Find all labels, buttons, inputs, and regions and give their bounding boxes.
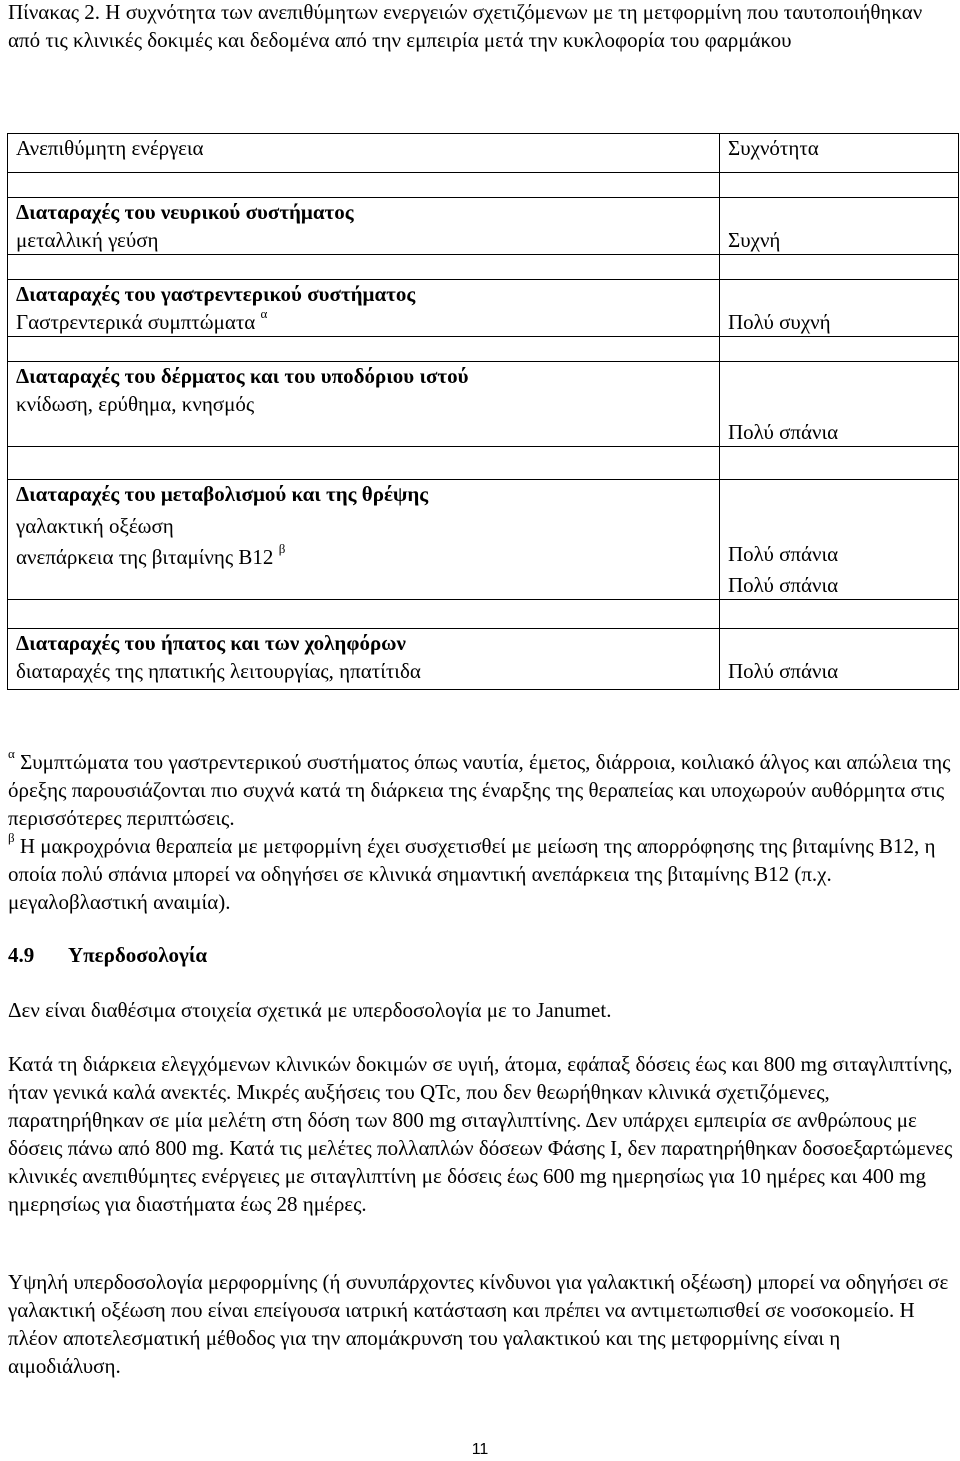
reaction-cell — [8, 480, 720, 600]
table-spacer-row — [8, 255, 959, 280]
reaction-term: μεταλλική γεύση — [16, 228, 159, 252]
page-number: 11 — [471, 1441, 489, 1458]
soc-heading: Διαταραχές του δέρματος και του υποδόριου ιστού — [16, 364, 469, 388]
footnote-a: $^\alpha$ Συμπτώματα του γαστρεντερικού συστήματος όπως ναυτία, έμετος, διάρροια, κοιλιακό άλγος και απώλεια της όρεξης παρουσιάζονται πιο συχνά κατά τη διάρκεια της έναρξης της θεραπείας και υποχωρούν αυθόρμητα στις περισσότερες περιπτώσεις. — [8, 746, 951, 830]
reaction-term: Γαστρεντερικά συμπτώματα $^\alpha$ — [16, 306, 268, 334]
paragraph: Κατά τη διάρκεια ελεγχόμενων κλινικών δοκιμών σε υγιή, άτομα, εφάπαξ δόσεις έως και 800 mg σιταγλιπτίνης, ήταν γενικά καλά ανεκτές. Μικρές αυξήσεις του QTc, που δεν θεωρήθηκαν κλινικά σχετιζόμενες, παρατηρήθηκαν σε μία μελέτη στη δόση των 800 mg σιταγλιπτίνης. Δεν υπάρχει εμπειρία σε ανθρώπους με δόσεις πάνω από 800 mg. Κατά τις μελέτες πολλαπλών δόσεων Φάσης I, δεν παρατηρήθηκαν δοσοεξαρτώμενες κλινικές ανεπιθύμητες ενέργειες με σιταγλιπτίνη με δόσεις έως 600 mg ημερησίως για 10 ημέρες και 400 mg ημερησίως για διαστήματα έως 28 ημέρες. — [8, 1052, 953, 1216]
reaction-term: γαλακτική οξέωση — [16, 514, 174, 538]
table-caption: Πίνακας 2. Η συχνότητα των ανεπιθύμητων ενεργειών σχετιζόμενων με τη μετφορμίνη που ταυτοποιήθηκαν από τις κλινικές δοκιμές και δεδομένα από την εμπειρία μετά την κυκλοφορία του φαρμάκου — [8, 0, 923, 52]
section-heading — [8, 941, 207, 969]
frequency-value: Πολύ σπάνια — [728, 659, 839, 683]
paragraph: Δεν είναι διαθέσιμα στοιχεία σχετικά με υπερδοσολογία με το Janumet. — [8, 998, 612, 1022]
reaction-term: ανεπάρκεια της βιταμίνης B12 $^\beta$ — [16, 541, 286, 569]
table-spacer-row — [8, 337, 959, 362]
soc-heading: Διαταραχές του μεταβολισμού και της θρέψης — [16, 482, 429, 506]
frequency-cell — [720, 198, 959, 255]
section-title: Υπερδοσολογία — [68, 943, 208, 967]
reaction-term: διαταραχές της ηπατικής λειτουργίας, ηπατίτιδα — [16, 659, 421, 683]
table-row — [8, 280, 959, 337]
soc-heading: Διαταραχές του νευρικού συστήματος — [16, 200, 354, 224]
table-row — [8, 362, 959, 447]
soc-heading: Διαταραχές του γαστρεντερικού συστήματος — [16, 282, 416, 306]
footnote-marker: α — [260, 306, 268, 321]
column-header-frequency: Συχνότητα — [720, 134, 959, 173]
frequency-value: Πολύ συχνή — [728, 310, 831, 334]
table-spacer-row — [8, 600, 959, 629]
reaction-cell — [8, 362, 720, 447]
paragraph: Υψηλή υπερδοσολογία μερφορμίνης (ή συνυπάρχοντες κίνδυνοι για γαλακτική οξέωση) μπορεί να οδηγήσει σε γαλακτική οξέωση που είναι επείγουσα ιατρική κατάσταση και πρέπει να αντιμετωπισθεί σε νοσοκομείο. Η πλέον αποτελεσματική μέθοδος για την απομάκρυνση του γαλακτικού και της μετφορμίνης είναι η αιμοδιάλυση. — [8, 1270, 949, 1378]
frequency-cell — [720, 480, 959, 600]
footnote-marker: β — [8, 830, 15, 845]
footnote-marker: β — [278, 541, 286, 556]
footnote-b: $^\beta$ Η μακροχρόνια θεραπεία με μετφορμίνη έχει συσχετισθεί με μείωση της απορρόφησης της βιταμίνης B12, η οποία πολύ σπάνια μπορεί να οδηγήσει σε κλινικά σημαντική ανεπάρκεια της βιταμίνης B12 (π.χ. μεγαλοβλαστική αναιμία). — [8, 830, 936, 914]
adverse-reactions-table — [7, 133, 959, 690]
table-row — [8, 198, 959, 255]
frequency-cell — [720, 362, 959, 447]
footnote-marker: α — [8, 746, 15, 761]
reaction-cell — [8, 198, 720, 255]
frequency-value: Πολύ σπάνια — [728, 420, 839, 444]
table-spacer-row — [8, 447, 959, 480]
frequency-value: Συχνή — [728, 228, 781, 252]
reaction-cell — [8, 280, 720, 337]
frequency-value: Πολύ σπάνια — [728, 542, 839, 566]
column-header-reaction: Ανεπιθύμητη ενέργεια — [8, 134, 720, 173]
soc-heading: Διαταραχές του ήπατος και των χοληφόρων — [16, 631, 406, 655]
table-spacer-row — [8, 173, 959, 198]
section-number: 4.9 — [8, 943, 35, 967]
reaction-term: κνίδωση, ερύθημα, κνησμός — [16, 392, 255, 416]
table-row — [8, 480, 959, 600]
frequency-cell — [720, 280, 959, 337]
table-row — [8, 629, 959, 690]
reaction-cell — [8, 629, 720, 690]
table-header-row — [8, 134, 959, 173]
frequency-cell — [720, 629, 959, 690]
frequency-value: Πολύ σπάνια — [728, 573, 839, 597]
